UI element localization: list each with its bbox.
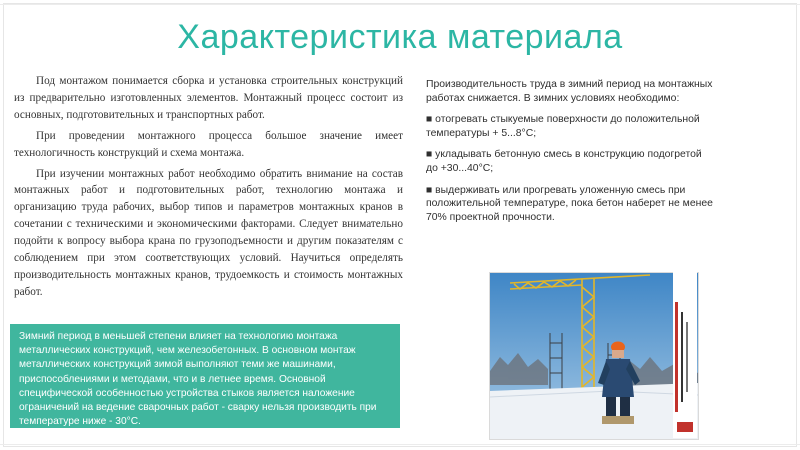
right-item-2: ■ укладывать бетонную смесь в конструкцию подогретой до +30...40°С; <box>426 149 702 174</box>
right-item-3: ■ выдерживать или прогревать уложенную смесь при положительной температуре, пока бетон наберет не менее 70% проектной прочности. <box>426 184 713 223</box>
top-rule <box>0 4 800 5</box>
left-text-column <box>14 73 403 301</box>
left-paragraph-2: При проведении монтажного процесса большое значение имеет технологичность конструкций и схема монтажа. <box>14 129 403 159</box>
right-intro: Производительность труда в зимний период на монтажных работах снижается. В зимних условиях необходимо: <box>426 79 713 104</box>
book-strip-graphic <box>673 272 697 438</box>
right-item-1: ■ отогревать стыкуемые поверхности до положительной температуры + 5...8°С; <box>426 114 700 139</box>
right-text-column <box>426 78 716 232</box>
book-cover-strip <box>673 272 697 438</box>
winter-construction-photo <box>489 272 699 440</box>
winter-note-text: Зимний период в меньшей степени влияет на технологию монтажа металлических конструкций, чем железобетонных. В основном монтаж металлических конструкций зимой выполняют теми же машинами, приспособлениями и методами, что и в летнее время. Основной специфической особенностью устройства стыков является наложение ограничений на ведение сварочных работ - сварку нельзя производить при температуре ниже - 30°С. <box>19 331 377 428</box>
slide-title: Характеристика материала <box>177 18 623 56</box>
left-paragraph-1: Под монтажом понимается сборка и установка строительных конструкций из предварительно изготовленных элементов. Монтажный процесс состоит из основных, подготовительных и транспортных работ. <box>14 75 403 121</box>
photo-illustration <box>490 273 698 439</box>
left-paragraph-3: При изучении монтажных работ необходимо обратить внимание на состав монтажных работ и подготовительных работ, технологию монтажа и организацию труда рабочих, выбор типов и параметров монтажных кранов в сочетании с техническими и экономическими факторами. Следует внимательно подойти к вопросу выбора крана по грузоподъемности и другим показателям с соблюдением при этом соответствующих условий. Научиться определять производительность монтажных кранов, трудоемкость и стоимость монтажных работ. <box>14 167 403 298</box>
bottom-rule <box>0 444 800 445</box>
